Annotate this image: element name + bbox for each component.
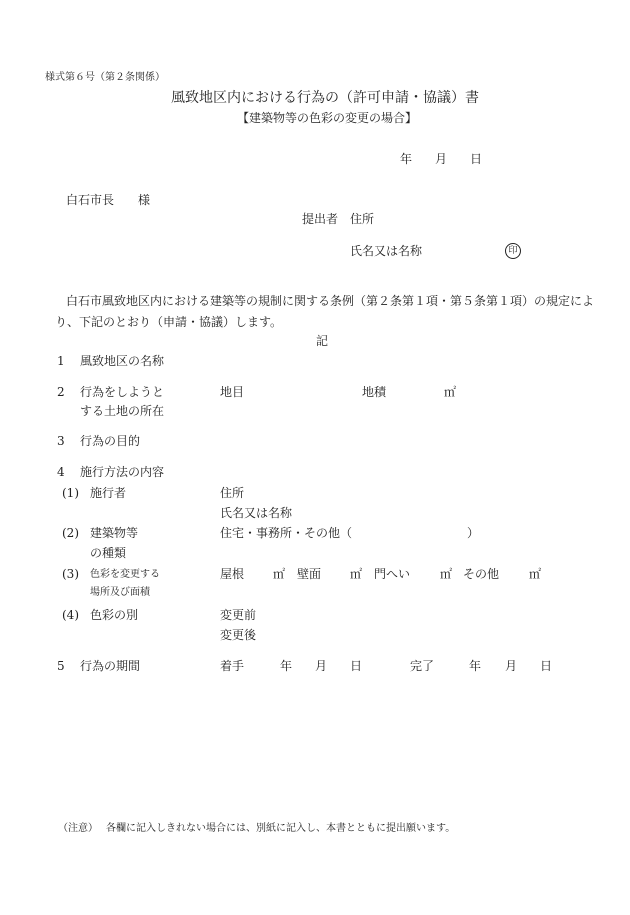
sub3-other: その他 bbox=[463, 567, 500, 581]
date-year: 年 bbox=[400, 152, 413, 166]
seal-mark: 印 bbox=[505, 243, 521, 259]
item1-number: 1 bbox=[57, 354, 65, 368]
sub4-number: (4) bbox=[62, 608, 79, 622]
body-text-line2: り、下記のとおり（申請・協議）します。 bbox=[55, 315, 283, 329]
date-day: 日 bbox=[470, 152, 483, 166]
item1-label: 風致地区の名称 bbox=[80, 354, 165, 368]
sub4-after: 変更後 bbox=[220, 628, 257, 642]
sub4-label: 色彩の別 bbox=[90, 608, 139, 622]
applicant-address-label: 住所 bbox=[350, 212, 375, 226]
item2-label-line2: する土地の所在 bbox=[80, 404, 165, 418]
applicant-name-label: 氏名又は名称 bbox=[350, 244, 423, 258]
period-end-day: 日 bbox=[540, 659, 553, 673]
sub3-label-line1: 色彩を変更する bbox=[90, 569, 160, 580]
sub3-number: (3) bbox=[62, 567, 79, 581]
sub3-other-unit: ㎡ bbox=[529, 567, 542, 581]
item2-label-line1: 行為をしようと bbox=[80, 385, 165, 399]
period-end-year: 年 bbox=[469, 659, 482, 673]
sub4-before: 変更前 bbox=[220, 608, 257, 622]
period-start-label: 着手 bbox=[220, 659, 245, 673]
sub3-fence: 門へい bbox=[374, 567, 411, 581]
ki-heading: 記 bbox=[316, 334, 329, 348]
sub3-fence-unit: ㎡ bbox=[440, 567, 453, 581]
item2-chimoku: 地目 bbox=[220, 385, 245, 399]
item2-chiseki: 地積 bbox=[362, 385, 387, 399]
item4-number: 4 bbox=[57, 465, 65, 479]
sub3-label-line2: 場所及び面積 bbox=[90, 587, 150, 598]
sub1-address: 住所 bbox=[220, 486, 245, 500]
form-number: 様式第６号（第２条関係） bbox=[45, 72, 165, 83]
period-start-day: 日 bbox=[350, 659, 363, 673]
sub3-wall: 壁面 bbox=[297, 567, 322, 581]
sub2-label-line2: の種類 bbox=[90, 546, 127, 560]
document-title: 風致地区内における行為の（許可申請・協議）書 bbox=[171, 90, 479, 106]
period-end-label: 完了 bbox=[410, 659, 435, 673]
applicant-label: 提出者 bbox=[302, 212, 339, 226]
sub3-wall-unit: ㎡ bbox=[350, 567, 363, 581]
sub3-roof-unit: ㎡ bbox=[273, 567, 286, 581]
item3-label: 行為の目的 bbox=[80, 434, 141, 448]
period-end-month: 月 bbox=[505, 659, 518, 673]
sub2-value: 住宅・事務所・その他（ bbox=[220, 526, 353, 540]
sub2-close-paren: ） bbox=[467, 526, 480, 540]
item4-label: 施行方法の内容 bbox=[80, 465, 165, 479]
item5-number: 5 bbox=[57, 659, 65, 673]
item2-unit: ㎡ bbox=[444, 385, 457, 399]
body-text-line1: 白石市風致地区内における建築等の規制に関する条例（第２条第１項・第５条第１項）の規定によ bbox=[66, 294, 595, 308]
item5-label: 行為の期間 bbox=[80, 659, 141, 673]
date-month: 月 bbox=[435, 152, 448, 166]
note-text: 各欄に記入しきれない場合には、別紙に記入し、本書とともに提出願います。 bbox=[106, 823, 456, 834]
sub3-roof: 屋根 bbox=[220, 567, 245, 581]
addressee: 白石市長 様 bbox=[66, 193, 151, 207]
sub2-label-line1: 建築物等 bbox=[90, 526, 139, 540]
sub2-number: (2) bbox=[62, 526, 79, 540]
period-start-month: 月 bbox=[315, 659, 328, 673]
item2-number: 2 bbox=[57, 385, 65, 399]
document-subtitle: 【建築物等の色彩の変更の場合】 bbox=[237, 111, 418, 125]
period-start-year: 年 bbox=[280, 659, 293, 673]
sub1-name: 氏名又は名称 bbox=[220, 506, 293, 520]
item3-number: 3 bbox=[57, 434, 65, 448]
sub1-number: (1) bbox=[62, 486, 79, 500]
note-label: （注意） bbox=[58, 823, 98, 834]
sub1-label: 施行者 bbox=[90, 486, 127, 500]
